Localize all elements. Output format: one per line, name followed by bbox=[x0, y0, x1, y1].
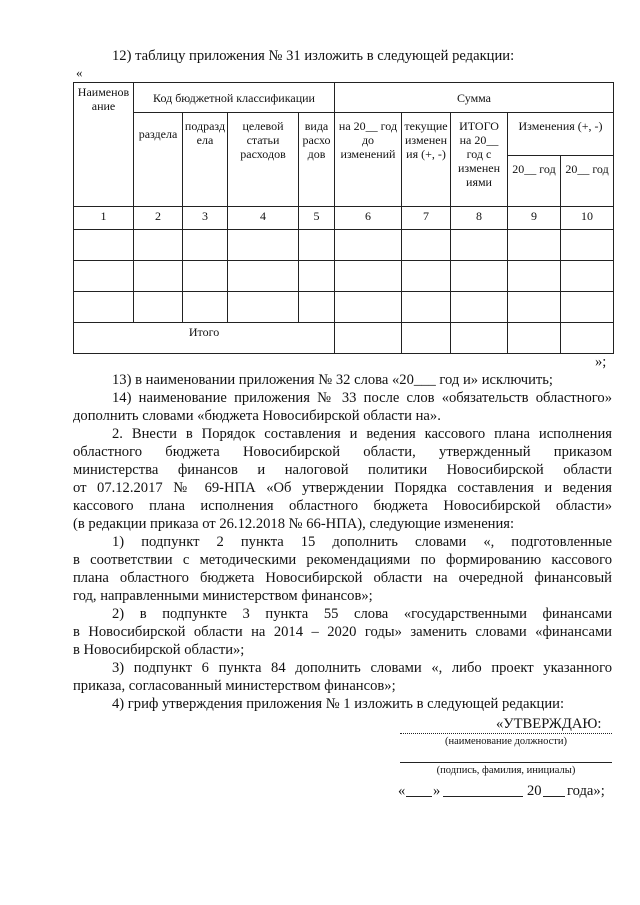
table-row bbox=[74, 230, 614, 261]
column-number: 8 bbox=[451, 207, 508, 230]
header-expense-type: вида расхо дов bbox=[299, 113, 335, 207]
item-12-text: 12) таблицу приложения № 31 изложить в следующей редакции: bbox=[112, 48, 515, 64]
subitem-2-line-3: в Новосибирской области»; bbox=[73, 642, 245, 658]
subitem-4-text: 4) гриф утверждения приложения № 1 изложить в следующей редакции: bbox=[112, 696, 565, 712]
header-budget-code: Код бюджетной классификации bbox=[134, 83, 335, 113]
subitem-3-line-1: 3) подпункт 6 пункта 84 дополнить словами «, либо проект указанного bbox=[112, 660, 612, 676]
header-total-with-changes: ИТОГО на 20__ год с изменен иями bbox=[451, 113, 508, 207]
date-close-quote: » bbox=[433, 783, 441, 799]
paragraph-2-line-1: 2. Внести в Порядок составления и ведения кассового плана исполнения bbox=[112, 426, 612, 442]
paragraph-2-line-5: кассового плана исполнения областного бюджета Новосибирской области» bbox=[73, 498, 612, 514]
date-year-suffix: года»; bbox=[567, 783, 605, 799]
item-13-text: 13) в наименовании приложения № 32 слова «20___ год и» исключить; bbox=[112, 372, 553, 388]
position-line bbox=[400, 733, 612, 734]
column-number: 1 bbox=[74, 207, 134, 230]
column-number: 9 bbox=[508, 207, 561, 230]
header-subsection: подразд ела bbox=[183, 113, 228, 207]
item-14-line-2: дополнить словами «бюджета Новосибирской области на». bbox=[73, 408, 441, 424]
date-day-line bbox=[406, 796, 432, 797]
paragraph-2-line-2: областного бюджета Новосибирской области, утвержденный приказом bbox=[73, 444, 612, 460]
table-total-row bbox=[74, 323, 614, 354]
subitem-2-line-1: 2) в подпункте 3 пункта 55 слова «государственными финансами bbox=[112, 606, 612, 622]
header-current-changes: текущие изменен ия (+, -) bbox=[402, 113, 451, 207]
header-section: раздела bbox=[134, 113, 183, 207]
header-year-2: 20__ год bbox=[561, 156, 614, 207]
subitem-1-line-4: год, направленными министерством финансов»; bbox=[73, 588, 373, 604]
date-year-prefix: 20 bbox=[527, 783, 542, 799]
column-number: 10 bbox=[561, 207, 614, 230]
date-month-line bbox=[443, 796, 523, 797]
column-number: 3 bbox=[183, 207, 228, 230]
date-year-line bbox=[543, 796, 565, 797]
signature-caption: (подпись, фамилия, инициалы) bbox=[436, 765, 576, 776]
position-caption: (наименование должности) bbox=[444, 736, 568, 747]
header-year-1: 20__ год bbox=[508, 156, 561, 207]
subitem-2-line-2: в Новосибирской области на 2014 – 2020 годы» заменить словами «финансами bbox=[73, 624, 612, 640]
subitem-1-line-3: плана областного бюджета Новосибирской области на очередной финансовый bbox=[73, 570, 612, 586]
close-quote: »; bbox=[595, 354, 607, 370]
header-target-article: целевой статьи расходов bbox=[228, 113, 299, 207]
paragraph-2-line-3: министерства финансов и налоговой политики Новосибирской области bbox=[73, 462, 612, 478]
table-row bbox=[74, 261, 614, 292]
subitem-1-line-2: в соответствии с методическими рекомендациями по формированию кассового bbox=[73, 552, 612, 568]
column-number: 6 bbox=[335, 207, 402, 230]
header-name: Наименов ание bbox=[74, 83, 134, 207]
approval-heading: «УТВЕРЖДАЮ: bbox=[496, 716, 602, 732]
open-quote: « bbox=[76, 65, 83, 80]
table-row bbox=[74, 292, 614, 323]
paragraph-2-line-4: от 07.12.2017 № 69-НПА «Об утверждении Порядка составления и ведения bbox=[73, 480, 612, 496]
paragraph-2-line-6: (в редакции приказа от 26.12.2018 № 66-НПА), следующие изменения: bbox=[73, 516, 515, 532]
signature-line bbox=[400, 762, 612, 763]
header-year-before-changes: на 20__ год до изменений bbox=[335, 113, 402, 207]
column-number: 4 bbox=[228, 207, 299, 230]
date-open-quote: « bbox=[398, 783, 406, 799]
column-number: 2 bbox=[134, 207, 183, 230]
subitem-3-line-2: приказа, согласованный министерством финансов»; bbox=[73, 678, 396, 694]
header-changes: Изменения (+, -) bbox=[508, 113, 614, 156]
subitem-1-line-1: 1) подпункт 2 пункта 15 дополнить словами «, подготовленные bbox=[112, 534, 612, 550]
column-number: 7 bbox=[402, 207, 451, 230]
budget-table bbox=[73, 82, 614, 354]
column-number: 5 bbox=[299, 207, 335, 230]
total-label: Итого bbox=[74, 323, 335, 354]
item-14-line-1: 14) наименование приложения № 33 после слов «обязательств областного» bbox=[112, 390, 612, 406]
header-sum: Сумма bbox=[335, 83, 614, 113]
